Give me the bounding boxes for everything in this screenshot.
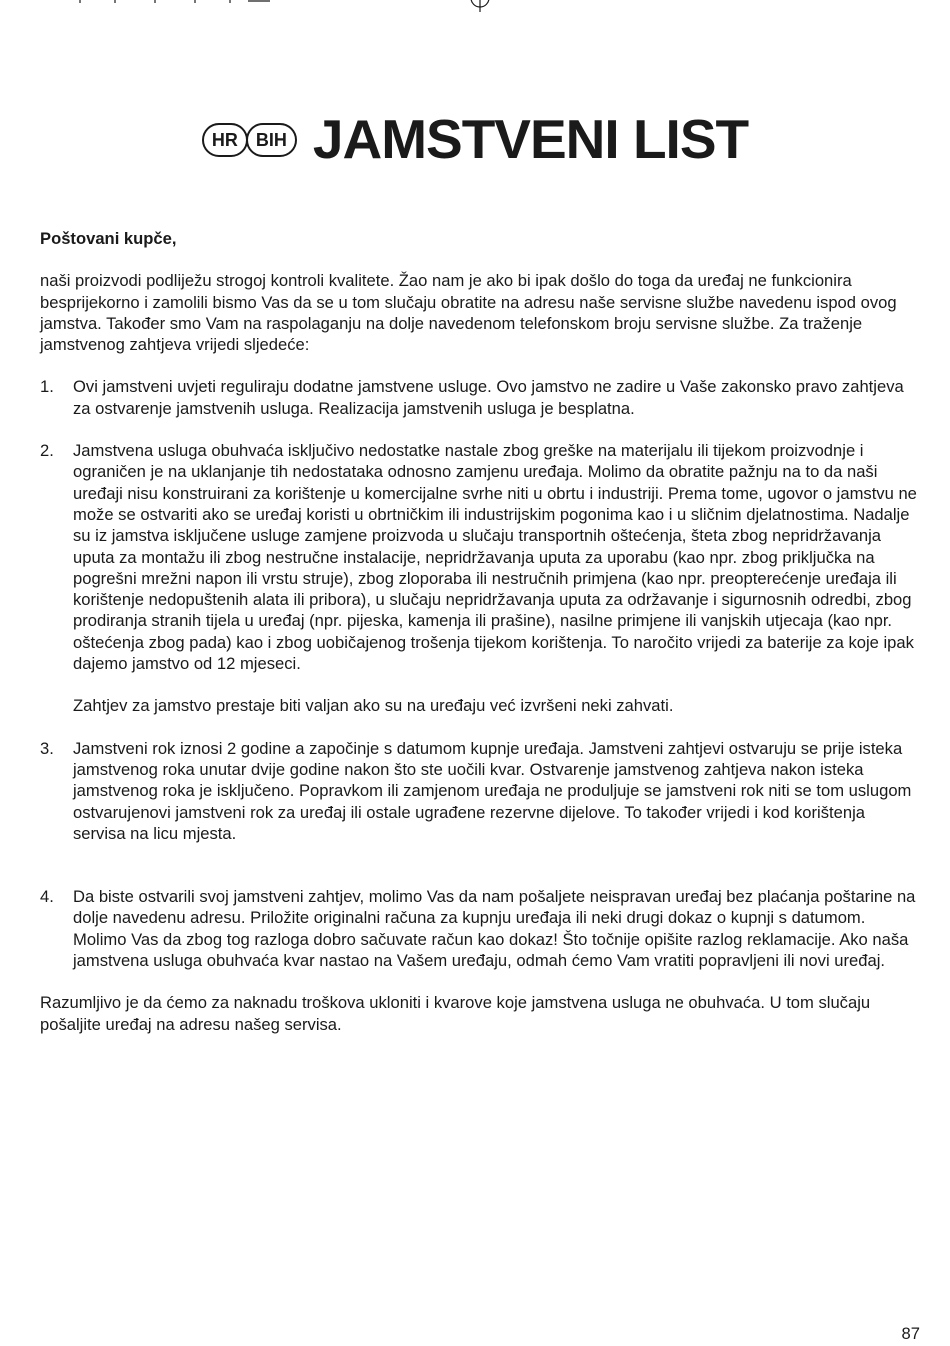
country-badge-hr: HR xyxy=(202,123,248,157)
greeting: Poštovani kupče, xyxy=(40,229,177,248)
list-item-body xyxy=(73,376,920,419)
list-item-3 xyxy=(40,738,920,844)
crop-marks xyxy=(0,0,950,12)
list-item-1 xyxy=(40,376,920,419)
page-number: 87 xyxy=(901,1324,920,1343)
list-item-number: 1. xyxy=(40,377,54,397)
list-item-number: 3. xyxy=(40,738,54,758)
list-item-2 xyxy=(40,440,920,717)
country-badges xyxy=(202,123,297,157)
list-item-paragraph: Jamstvena usluga obuhvaća isključivo nedostatke nastale zbog greške na materijalu ili tijekom proizvodnje i ograničen je na uklanjanje tih nedostataka odnosno zamjenu uređaja. Molimo da obratite pažnju na to da naši uređaji nisu konstruirani za korištenje u komercijalne svrhe niti u obrtu i industriji. Prema tome, ugovor o jamstvu ne može se ostvariti ako se uređaj koristi u obrtničkim ili industrijskim pogonima kao i u sličnim djelatnostima. Nadalje su iz jamstva isključene usluge zamjene proizvoda u slučaju transportnih oštećenja, šteta zbog nepridržavanja uputa za montažu ili zbog nestručne instalacije, nepridržavanja uputa za uporabu (kao npr. zbog priključka na pogrešni mrežni napon ili vrstu struje), zbog zloporaba ili nestručnih primjena (kao npr. preopterećenje uređaja ili korištenje nedopuštenih alata ili pribora), u slučaju nepridržavanja uputa za održavanje i sigurnosnih odredbi, zbog prodiranja stranih tijela u uređaj (npr. pijeska, kamenja ili prašine), nasilne primjene ili vanjskih utjecaja (kao npr. oštećenja zbog pada) kao i zbog uobičajenog trošenja tijekom korištenja. To naročito vrijedi za baterije za koje ipak dajemo jamstvo od 12 mjeseci. xyxy=(73,441,917,674)
list-item-paragraph: Jamstveni rok iznosi 2 godine a započinje s datumom kupnje uređaja. Jamstveni zahtjevi ostvaruju se prije isteka jamstvenog roka unutar dvije godine nakon što ste uočili kvar. Ostvarenje jamstvenog zahtjeva nakon isteka jamstvenog roka je isključeno. Popravkom ili zamjenom uređaja ne produljuje se jamstveni rok niti se tom uslugom ostvarujenovi jamstveni rok za uređaj ili ostale ugrađene rezervne dijelove. To također vrijedi i kod korištenja servisa na licu mjesta. xyxy=(73,738,912,843)
page-title: JAMSTVENI LIST xyxy=(312,108,749,170)
list-item-paragraph: Ovi jamstveni uvjeti reguliraju dodatne jamstvene usluge. Ovo jamstvo ne zadire u Vaše zakonsko pravo zahtjeva za ostvarenje jamstvenih usluga. Realizacija jamstvenih usluga je besplatna. xyxy=(73,377,904,418)
list-item-paragraph: Zahtjev za jamstvo prestaje biti valjan ako su na uređaju već izvršeni neki zahvati. xyxy=(73,696,674,716)
country-badge-bih: BIH xyxy=(246,123,297,157)
intro-paragraph: naši proizvodi podliježu strogoj kontroli kvalitete. Žao nam je ako bi ipak došlo do toga da uređaj ne funkcionira besprijekorno i zamolili bismo Vas da se u tom slučaju obratite na adresu naše servisne službe navedenu ispod ovog jamstva. Također smo Vam na raspolaganju na dolje navedenom telefonskom broju servisne službe. Za traženje jamstvenog zahtjeva vrijedi sljedeće: xyxy=(40,271,897,355)
closing-paragraph: Razumljivo je da ćemo za naknadu troškova ukloniti i kvarove koje jamstvena usluga ne obuhvaća. U tom slučaju pošaljite uređaj na adresu našeg servisa. xyxy=(40,993,871,1034)
list-item-number: 4. xyxy=(40,887,54,907)
list-item-body xyxy=(73,738,920,844)
list-item-body xyxy=(73,886,920,971)
list-item-4 xyxy=(40,886,920,971)
list-item-paragraph: Da biste ostvarili svoj jamstveni zahtjev, molimo Vas da nam pošaljete neispravan uređaj bez plaćanja poštarine na dolje navedenu adresu. Priložite originalni računa za kupnju uređaja ili neki drugi dokaz o kupnji s datumom. Molimo Vas da zbog tog razloga dobro sačuvate račun kao dokaz! Što točnije opišite razlog reklamacije. Ako naša jamstvena usluga obuhvaća kvar nastao na Vašem uređaju, odmah ćemo Vam vratiti popravljeni ili novi uređaj. xyxy=(73,887,916,971)
list-item-body xyxy=(73,440,920,717)
list-item-number: 2. xyxy=(40,441,54,461)
document-header xyxy=(0,108,950,170)
document-body xyxy=(40,228,920,1035)
